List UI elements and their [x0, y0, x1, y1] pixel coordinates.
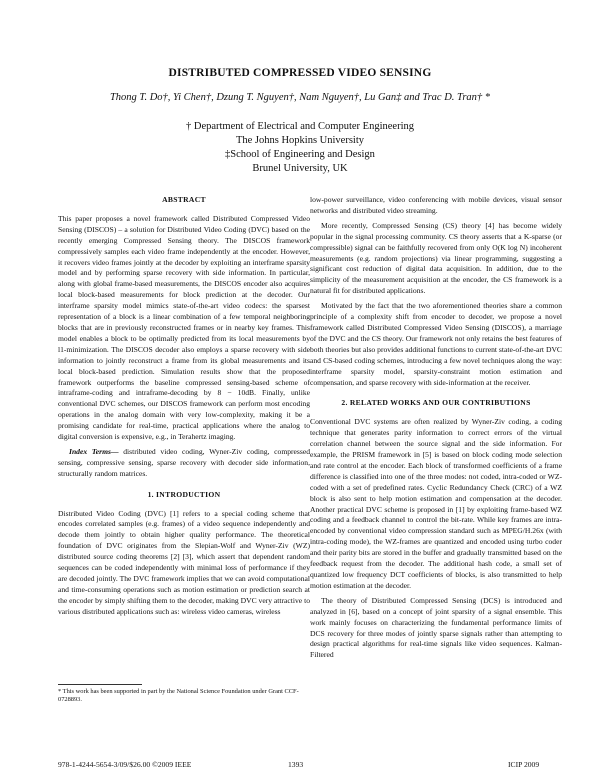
index-terms-text: distributed video coding, Wyner-Ziv coding, compressed sensing, compressive sensing, sparse recovery with decoder side information, structurally random matrices. — [58, 446, 311, 478]
author-list: Thong T. Do†, Yi Chen†, Dzung T. Nguyen†, Nam Nguyen†, Lu Gan‡ and Trac D. Tran† * — [109, 92, 491, 103]
affiliation-line: † Department of Electrical and Computer Engineering — [185, 121, 414, 132]
right-column — [310, 195, 562, 665]
intro-heading: 1. INTRODUCTION — [147, 489, 221, 499]
index-terms-label: Index Terms— — [69, 446, 119, 456]
index-terms — [58, 447, 310, 480]
body-paragraph: Motivated by the fact that the two aforementioned theories share a common principle of a complexity shift from encoder to decoder, we propose a novel framework called Distributed Compressed Video Sensing (DISCOS), a marriage of the DVC and the CS theory. Our framework not only retains the best features of both theories but also provides additional functions to current state-of-the-art DVC and CS-based coding schemes, introducing a few novel techniques along the way: interframe sparsity model, sparsity-constraint motion estimation and compensation, and sparse recovery with side-information at the receiver. — [310, 301, 562, 387]
related-heading: 2. RELATED WORKS AND OUR CONTRIBUTIONS — [341, 398, 531, 408]
footer-isbn: 978-1-4244-5654-3/09/$26.00 ©2009 IEEE — [58, 760, 192, 769]
affiliations — [0, 120, 600, 176]
affiliation-line: Brunel University, UK — [252, 163, 348, 174]
body-paragraph: More recently, Compressed Sensing (CS) theory [4] has become widely popular in the signal processing community. CS theory asserts that a K-sparse (or compressible) signal can be faithfully recovered from only O(K log N) incoherent measurements (e.g. random projections) via linear programming, suggesting a significant cost reduction of digital data acquisition. In addition, due to the simplicity of the measurement acquisition at the encoder, the CS framework is a natural fit for distributed applications. — [310, 220, 562, 296]
intro-paragraph: Distributed Video Coding (DVC) [1] refers to a special coding scheme that encodes correlated samples (e.g. frames) of a video sequence independently and decode them jointly to obtain higher quality performance. The theoretical foundation of DVC originates from the Slepian-Wolf and Wyner-Ziv (WZ) distributed source coding theorems [2] [3], which assert that dependent random sequences can be coded independently with minimal loss of performance if they are decoded jointly. The DVC framework implies that we can avoid computational and time-consuming operations such as motion estimation or prediction search at the encoder by simply shifting them to the decoder, making DVC very attractive to various distributed applications such as: wireless video cameras, wireless — [58, 508, 310, 616]
affiliation-line: ‡School of Engineering and Design — [225, 149, 375, 160]
left-column — [58, 195, 310, 622]
abstract-text: This paper proposes a novel framework called Distributed Compressed Video Sensing (DISCOS) – a solution for Distributed Video Coding (DVC) based on the recently emerging Compressed Sensing theory. The DISCOS framework compressively samples each video frame independently at the encoder. However, it recovers video frames jointly at the decoder by exploiting an interframe sparsity model and by performing sparse recovery with side information. In particular, along with global frame-based measurements, the DISCOS encoder also acquires local block-based measurements for block prediction at the decoder. Our interframe sparsity model mimics state-of-the-art video codecs: the sparsest representation of a block is a linear combination of a few temporal neighboring blocks that are in previously reconstructed frames or in nearby key frames. This model enables a block to be optimally predicted from its local measurements by l1-minimization. The DISCOS decoder also employs a sparse recovery with side information to jointly reconstruct a frame from its global measurements and its local block-based prediction. Simulation results show that the proposed framework outperforms the baseline compressed sensing-based scheme of intraframe-coding and intraframe-decoding by 8 − 10dB. Finally, unlike conventional DVC schemes, our DISCOS framework can perform most encoding operations in the analog domain with very low-complexity, making it be a promising candidate for real-time, practical applications where the analog to digital conversion is expensive, e.g., in Terahertz imaging. — [58, 213, 310, 442]
body-paragraph: low-power surveillance, video conferencing with mobile devices, visual sensor networks and distributed video streaming. — [310, 195, 562, 215]
body-paragraph: Conventional DVC systems are often realized by Wyner-Ziv coding, a coding technique that generates parity information to correct errors of the virtual correlation channel between the source signal and the side information. For example, the PRISM framework in [5] is based on block coding mode selection and rate control at the encoder. Each block of transformed coefficients of a frame difference is classified into one of the three modes: not coded, intra-coded or WZ-coded with a set of predefined rates. Cyclic Redundancy Check (CRC) of a WZ block is also sent to help motion estimation and compensation at the decoder. Another practical DVC scheme is proposed in [1] by exploiting frame-based WZ coding and a feedback channel to control the bit-rate. While key frames are intra-encoded by conventional video compression standard such as MPEG/H.26x (with intra-coding mode), the WZ-frames are quantized and encoded using turbo coder and their parity bits are stored in the buffer and gradually transmitted based on the feedback request from the decoder. The additional hash code, a small set of quantized low frequency DCT coefficients of blocks, is also transmitted to help motion estimation at the decoder. — [310, 417, 562, 590]
page-number: 1393 — [288, 760, 304, 769]
footnote: * This work has been supported in part by the National Science Foundation under Grant CCF-0728893. — [58, 688, 299, 704]
affiliation-line: The Johns Hopkins University — [235, 135, 365, 146]
paper-title: DISTRIBUTED COMPRESSED VIDEO SENSING — [168, 67, 432, 79]
body-paragraph: The theory of Distributed Compressed Sensing (DCS) is introduced and analyzed in [6], based on a concept of joint sparsity of a signal ensemble. This work mainly focuses on characterizing the fundamental performance limits of DCS recovery for three modes of jointly sparse signals rather than attempting to design practical algorithms for real-time signals like video sequences. Kalman-Filtered — [310, 595, 562, 660]
abstract-heading: ABSTRACT — [162, 195, 206, 204]
footnote-rule — [58, 684, 142, 685]
footer-venue: ICIP 2009 — [508, 760, 540, 769]
